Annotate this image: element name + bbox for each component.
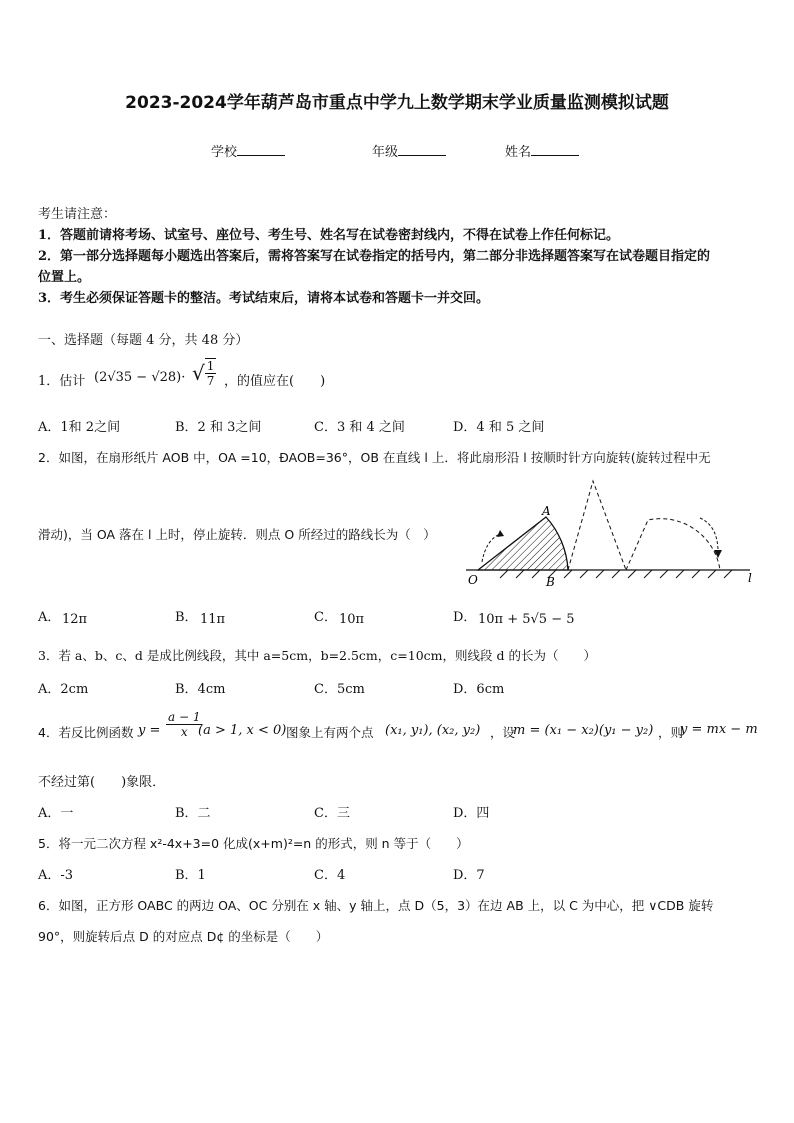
q4-points: (x₁, y₁), (x₂, y₂)	[385, 723, 481, 738]
q3-option-a[interactable]: A．2cm	[38, 682, 89, 697]
q1-option-a[interactable]: A．1和 2之间	[38, 420, 121, 435]
notice-item-1: 1．答题前请将考场、试室号、座位号、考生号、姓名写在试卷密封线内，不得在试卷上作任何标记。	[38, 228, 620, 243]
q2-option-d-letter[interactable]: D．	[453, 610, 477, 625]
notice-item-2: 2．第一部分选择题每小题选出答案后，需将答案写在试卷指定的括号内，第二部分非选择题答案写在试卷题目指定的	[38, 249, 711, 264]
notice-item-2-cont: 位置上。	[38, 270, 91, 285]
section-heading: 一、选择题（每题 4 分，共 48 分）	[38, 333, 249, 348]
grade-label: 年级	[372, 145, 399, 160]
q1-prefix: 1．估计	[38, 374, 86, 389]
q4-then: ，则	[658, 725, 684, 740]
q3-option-b[interactable]: B．4cm	[175, 682, 226, 697]
q1-option-c[interactable]: C．3 和 4 之间	[314, 420, 405, 435]
school-blank[interactable]	[237, 143, 285, 156]
q2-figure	[460, 474, 760, 592]
q2-option-c-letter[interactable]: C．	[314, 610, 337, 625]
q4-func-lhs: y =	[138, 723, 161, 738]
q4-line-2: 不经过第( )象限．	[38, 775, 166, 790]
q4-option-c[interactable]: C．三	[314, 806, 350, 821]
q2-option-a-letter[interactable]: A．	[38, 610, 61, 625]
q6-line-1: 6．如图，正方形 OABC 的两边 OA、OC 分别在 x 轴、y 轴上，点 D（5，3）在边 AB 上，以 C 为中心，把 ∨CDB 旋转	[38, 898, 714, 913]
q3-text: 3．若 a、b、c、d 是成比例线段，其中 a=5cm，b=2.5cm，c=10cm，则线段 d 的长为（ ）	[38, 648, 596, 663]
q4-setm: ，设	[490, 725, 516, 740]
q2-option-a-value[interactable]: 12π	[62, 612, 88, 627]
name-blank[interactable]	[531, 143, 579, 156]
q1-expression: (2√35 − √28)·	[94, 370, 186, 385]
q5-option-d[interactable]: D．7	[453, 868, 485, 883]
q4-fraction	[166, 710, 202, 739]
q3-option-d[interactable]: D．6cm	[453, 682, 505, 697]
name-label: 姓名	[505, 145, 532, 160]
q1-option-b[interactable]: B．2 和 3之间	[175, 420, 262, 435]
q2-option-c-value[interactable]: 10π	[339, 612, 365, 627]
grade-field	[372, 141, 446, 160]
fig-label-o: O	[468, 573, 478, 587]
school-field	[211, 141, 285, 160]
fig-label-a: A	[542, 504, 551, 518]
q2-option-b-value[interactable]: 11π	[200, 612, 226, 627]
q5-option-a[interactable]: A．-3	[38, 868, 74, 883]
exam-title: 2023-2024学年葫芦岛市重点中学九上数学期末学业质量监测模拟试题	[125, 93, 669, 113]
q4-m-expression: m = (x₁ − x₂)(y₁ − y₂)	[513, 723, 654, 738]
q2-line-2: 滑动)，当 OA 落在 l 上时，停止旋转．则点 O 所经过的路线长为（ ）	[38, 527, 436, 542]
notice-item-3: 3．考生必须保证答题卡的整洁。考试结束后，请将本试卷和答题卡一并交回。	[38, 291, 490, 306]
q6-line-2: 90°，则旋转后点 D 的对应点 D¢ 的坐标是（ ）	[38, 929, 329, 944]
q1-suffix: ，的值应在( )	[224, 374, 326, 389]
notice-heading: 考生请注意：	[38, 207, 117, 222]
q2-option-d-value[interactable]: 10π + 5√5 − 5	[478, 612, 575, 627]
q1-root-den: 7	[206, 374, 215, 388]
q4-frac-num: a − 1	[168, 710, 201, 724]
q4-option-d[interactable]: D．四	[453, 806, 490, 821]
q4-frac-den: x	[180, 725, 188, 739]
q4-option-b[interactable]: B．二	[175, 806, 211, 821]
q4-option-a[interactable]: A．一	[38, 806, 74, 821]
q5-option-b[interactable]: B．1	[175, 868, 206, 883]
fig-label-l: l	[748, 571, 752, 585]
q5-text: 5．将一元二次方程 x²-4x+3=0 化成(x+m)²=n 的形式，则 n 等于（ ）	[38, 836, 469, 851]
fig-label-b: B	[546, 575, 555, 589]
q4-prefix: 4．若反比例函数	[38, 725, 134, 740]
q1-root-num: 1	[206, 359, 215, 373]
q3-option-c[interactable]: C．5cm	[314, 682, 365, 697]
q2-option-b-letter[interactable]: B．	[175, 610, 198, 625]
q4-condition: (a > 1, x < 0)	[198, 723, 287, 738]
grade-blank[interactable]	[398, 143, 446, 156]
q5-option-c[interactable]: C．4	[314, 868, 346, 883]
name-field	[505, 141, 579, 160]
school-label: 学校	[211, 145, 238, 160]
q4-middle: 图象上有两个点	[286, 725, 374, 740]
q2-line-1: 2．如图，在扇形纸片 AOB 中，OA =10，ÐAOB=36°，OB 在直线 l 上．将此扇形沿 l 按顺时针方向旋转(旋转过程中无	[38, 450, 711, 465]
q1-root-fraction: √ $\frac{1}{7}$	[192, 359, 215, 388]
q4-line-equation: y = mx − m	[680, 722, 758, 737]
q1-option-d[interactable]: D．4 和 5 之间	[453, 420, 545, 435]
